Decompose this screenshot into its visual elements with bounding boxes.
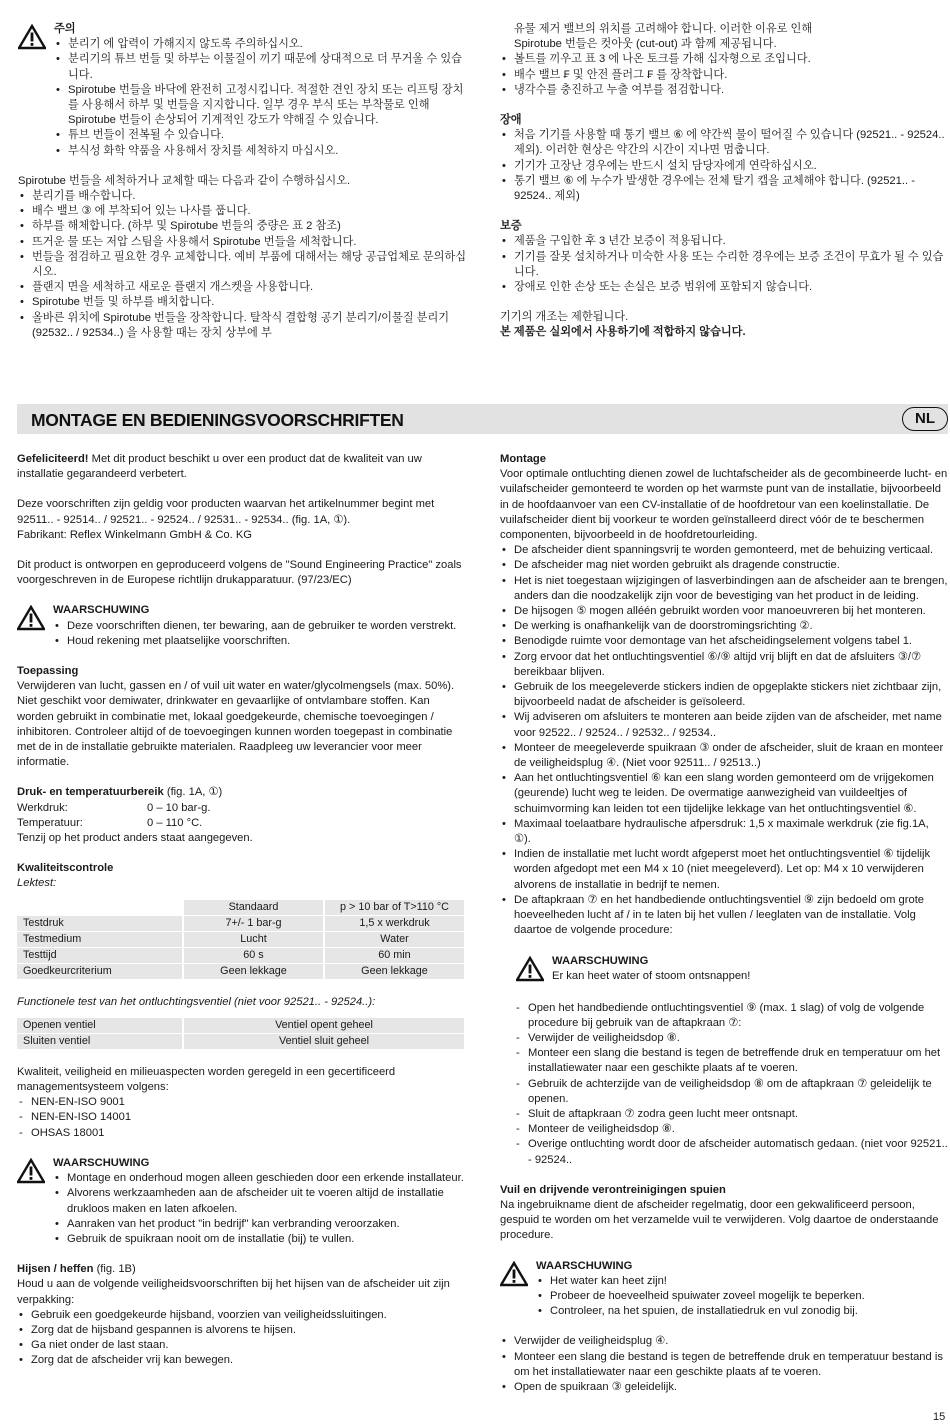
nl-sep-note: Dit product is ontworpen en geproduceerd volgens de "Sound Engineering Practice" zoals voorgeschreven in de Europese richtlijn drukapparatuur. (97/23/EC)	[17, 559, 462, 587]
nl-warning-2	[17, 1156, 465, 1247]
warning-title: WAARSCHUWING	[552, 954, 649, 967]
list-item: • Aan het ontluchtingsventiel ⑥ kan een slang worden gemonteerd om de vrijgekomen (geurende) lucht weg te leiden. De overmatige aanwezigheid van vuildeeltjes of schuimvorming kan leiden tot een tijdelijke lekkage van het ontluchtingsventiel ⑥.	[500, 771, 948, 817]
nl-congrats-bold: Gefeliciteerd!	[17, 453, 89, 465]
list-item: - OHSAS 18001	[17, 1126, 465, 1141]
list-item: • Maximaal toelaatbare hydraulische afpersdruk: 1,5 x maximale werkdruk (zie fig.1A, ①).	[500, 817, 948, 847]
warning-icon	[500, 1261, 528, 1287]
list-item: - Verwijder de veiligheidsdop ⑧.	[514, 1031, 948, 1046]
table-cell: Sluiten ventiel	[17, 1033, 183, 1049]
list-item: • Verwijder de veiligheidsplug ④.	[500, 1334, 948, 1349]
ko-steps-list	[18, 189, 470, 341]
nl-left-column	[17, 452, 465, 1369]
table-cell: 60 s	[183, 947, 324, 963]
table-cell: Ventiel sluit geheel	[183, 1033, 464, 1049]
nl-pt-value: 0 – 10 bar-g.	[147, 801, 211, 814]
list-item: • Aanraken van het product "in bedrijf" kan verbranding veroorzaken.	[53, 1217, 465, 1232]
list-item: - Monteer een slang die bestand is tegen de betreffende druk en temperatuur om het installatiewater naar een geschikte plaats af te voeren.	[514, 1046, 948, 1076]
list-item: • Zorg dat de afscheider vrij kan bewegen.	[17, 1353, 465, 1368]
table-cell: Openen ventiel	[17, 1018, 183, 1034]
nl-pt-label: Temperatuur:	[17, 816, 83, 829]
list-item: • Spirotube 번들을 바닥에 완전히 고정시킵니다. 적절한 견인 장치 또는 리프팅 장치를 사용해서 하부 및 번들을 지지합니다. 일부 경우 부식 또는 부착물로 인해 Spirotube 번들이 손상되어 기계적인 강도가 약해질 수 있습니다.	[54, 83, 470, 129]
nl-validity: Deze voorschriften zijn geldig voor producten waarvan het artikelnummer begint met 92511.. - 92514.. / 92521.. - 92524.. / 92531.. - 92534.. (fig. 1A, ①).	[17, 498, 435, 526]
list-item: • Monteer de meegeleverde spuikraan ③ onder de afscheider, sluit de kraan en monteer de veiligheidsplug ④. (Niet voor 92511.. / 92513..)	[500, 741, 948, 771]
list-item: • 번들을 점검하고 필요한 경우 교체합니다. 예비 부품에 대해서는 해당 공급업체로 문의하십시오.	[18, 250, 470, 280]
warning-title: WAARSCHUWING	[53, 1156, 150, 1169]
list-item: • Monteer een slang die bestand is tegen de betreffende druk en temperatuur bestand is om het installatiewater naar een geschikte plaats af te voeren.	[500, 1350, 948, 1380]
warning-list	[536, 1274, 948, 1320]
warning-list	[53, 619, 465, 649]
table-cell: 7+/- 1 bar-g	[183, 915, 324, 931]
list-item: - Overige ontluchting wordt door de afscheider automatisch gedaan. (niet voor 92521.. - 92524..	[514, 1137, 948, 1167]
nl-flush-list	[500, 1334, 948, 1395]
nl-congrats-rest: Met dit product beschikt u over een product dat de kwaliteit van uw installatie gegarandeerd verbetert.	[17, 453, 422, 481]
nl-manufacturer: Fabrikant: Reflex Winkelmann GmbH & Co. KG	[17, 528, 253, 541]
list-item	[500, 22, 948, 52]
list-item: • 튜브 번들이 전복될 수 있습니다.	[54, 128, 470, 143]
list-item: • Ga niet onder de last staan.	[17, 1338, 465, 1353]
list-item: • Zorg dat de hijsband gespannen is alvorens te hijsen.	[17, 1323, 465, 1338]
ko-caution-block	[18, 22, 470, 159]
leak-test-table	[17, 900, 464, 980]
list-item: • Probeer de hoeveelheid spuiwater zoveel mogelijk te beperken.	[536, 1289, 948, 1304]
warning-icon	[17, 1158, 45, 1184]
warning-title: WAARSCHUWING	[53, 604, 150, 617]
list-item: • 처음 기기를 사용할 때 통기 밸브 ⑥ 에 약간씩 물이 떨어질 수 있습니다 (92521.. - 92524.. 제외). 이러한 현상은 약간의 시간이 지나면 멈춥니다.	[500, 128, 948, 158]
language-badge: NL	[902, 407, 948, 431]
nl-lift-heading	[17, 1262, 465, 1277]
nl-pt-title: Druk- en temperatuurbereik	[17, 786, 164, 799]
list-item: • De hijsogen ⑤ mogen alléén gebruikt worden voor manoeuvreren bij het monteren.	[500, 604, 948, 619]
nl-quality-text: Kwaliteit, veiligheid en milieuaspecten worden geregeld in een gecertificeerd managementsysteem volgens:	[17, 1065, 396, 1094]
table-row	[17, 915, 464, 931]
ko-warranty-list	[500, 234, 948, 295]
table-cell: Ventiel opent geheel	[183, 1018, 464, 1034]
nl-pt-heading	[17, 785, 465, 800]
list-item: • 부식성 화학 약품을 사용해서 장치를 세척하지 마십시오.	[54, 144, 470, 159]
list-item: • 장애로 인한 손상 또는 손실은 보증 범위에 포함되지 않습니다.	[500, 280, 948, 295]
list-item: • De afscheider mag niet worden gebruikt als dragende constructie.	[500, 558, 948, 573]
table-cell: 1,5 x werkdruk	[324, 915, 464, 931]
nl-congrats	[17, 452, 465, 482]
nl-procedure-list	[514, 1001, 948, 1168]
list-item: • Indien de installatie met lucht wordt afgeperst moet het ontluchtingsventiel ⑥ tijdelijk worden afgedopt met een M4 x 10 (niet meegeleverd). Let op: M4 x 10 verwijderen alvorens de installatie in bedrijf te nemen.	[500, 847, 948, 893]
page-number: 15	[933, 1411, 946, 1423]
list-item: • Houd rekening met plaatselijke voorschriften.	[53, 634, 465, 649]
section-title: MONTAGE EN BEDIENINGSVOORSCHRIFTEN	[31, 410, 404, 430]
list-item: • 기기를 잘못 설치하거나 미숙한 사용 또는 수리한 경우에는 보증 조건이 무효가 될 수 있습니다.	[500, 250, 948, 280]
ko-fault-list	[500, 128, 948, 204]
list-item: • 분리기의 튜브 번들 및 하부는 이물질이 끼기 때문에 상대적으로 더 무거울 수 있습니다.	[54, 52, 470, 82]
nl-lift-fig: (fig. 1B)	[93, 1263, 136, 1276]
ko-continued-list	[500, 22, 948, 98]
list-item: • 분리기 에 압력이 가해지지 않도록 주의하십시오.	[54, 37, 470, 52]
nl-func-title: Functionele test van het ontluchtingsventiel (niet voor 92521.. - 92524..):	[17, 995, 376, 1008]
table-cell: Testmedium	[17, 931, 183, 947]
list-item: • 볼트를 끼우고 표 3 에 나온 토크를 가해 십자형으로 조입니다.	[500, 52, 948, 67]
list-item: - Monteer de veiligheidsdop ⑧.	[514, 1122, 948, 1137]
list-item: • Deze voorschriften dienen, ter bewaring, aan de gebruiker te worden verstrekt.	[53, 619, 465, 634]
nl-lift-text: Houd u aan de volgende veiligheidsvoorschriften bij het hijsen van de afscheider uit zijn verpakking:	[17, 1278, 450, 1306]
ko-outdoor-note: 본 제품은 실외에서 사용하기에 적합하지 않습니다.	[500, 326, 746, 339]
nl-right-column	[500, 452, 948, 1395]
list-item: • De afscheider dient spanningsvrij te worden gemonteerd, met de behuizing verticaal.	[500, 543, 948, 558]
table-cell: Geen lekkage	[324, 963, 464, 979]
table-cell	[17, 900, 183, 916]
list-item: • Gebruik de spuikraan nooit om de installatie (bij) te vullen.	[53, 1232, 465, 1247]
warning-text: Er kan heet water of stoom ontsnappen!	[552, 969, 751, 982]
list-item: • Wij adviseren om afsluiters te monteren aan beide zijden van de afscheider, met name voor 92522.. / 92524.. / 92532.. / 92534..	[500, 710, 948, 740]
table-cell: Goedkeurcriterium	[17, 963, 183, 979]
nl-standards-list	[17, 1095, 465, 1141]
nl-pt-fig: (fig. 1A, ①)	[163, 786, 223, 799]
list-item: • 하부를 해체합니다. (하부 및 Spirotube 번들의 중량은 표 2 참조)	[18, 219, 470, 234]
section-banner	[17, 404, 948, 434]
list-item: • 기기가 고장난 경우에는 반드시 설치 담당자에게 연락하십시오.	[500, 159, 948, 174]
table-cell: 60 min	[324, 947, 464, 963]
table-row	[17, 1033, 464, 1049]
table-row	[17, 963, 464, 979]
warning-icon	[17, 605, 45, 631]
ko-fault-title: 장애	[500, 114, 522, 127]
ko-cont-line: Spirotube 번들은 컷아웃 (cut-out) 과 함께 제공됩니다.	[514, 38, 777, 51]
table-cell: Geen lekkage	[183, 963, 324, 979]
table-row	[17, 931, 464, 947]
list-item: • De aftapkraan ⑦ en het handbediende ontluchtingsventiel ⑨ zijn bedoeld om grote hoeveelheden lucht af / in te laten bij het vullen / leeglaten van de installatie. Volg daartoe de volgende procedure:	[500, 893, 948, 939]
list-item: • Het is niet toegestaan wijzigingen of lasverbindingen aan de afscheider aan te brengen, anders dan die noodzakelijk zijn voor de bevestiging van het product in de leiding.	[500, 574, 948, 604]
list-item: • Gebruik een goedgekeurde hijsband, voorzien van veiligheidssluitingen.	[17, 1308, 465, 1323]
table-cell: Testtijd	[17, 947, 183, 963]
warning-icon	[18, 24, 46, 50]
nl-flush-text: Na ingebruikname dient de afscheider regelmatig, door een gekwalificeerd persoon, gespuid te worden om het verzamelde vuil te verwijderen. Volg daartoe de onderstaande procedure.	[500, 1198, 939, 1242]
table-header: Standaard	[183, 900, 324, 916]
list-item: • Montage en onderhoud mogen alleen geschieden door een erkende installateur.	[53, 1171, 465, 1186]
list-item: - NEN-EN-ISO 14001	[17, 1110, 465, 1125]
nl-mount-text: Voor optimale ontluchting dienen zowel de luchtafscheider als de gecombineerde lucht- en vuilafscheider gemonteerd te worden op het warmste punt van de installatie, bijvoorbeeld in de hoofdaanvoer van een CV-installatie of de hoofdretour van een koelinstallatie. De vuilafscheider dient bij voorkeur te worden geïnstalleerd direct vóór de te beschermen componenten, bijvoorbeeld in de hoofdretourleiding.	[500, 468, 948, 542]
list-item: • Benodigde ruimte voor demontage van het afscheidingselement volgens tabel 1.	[500, 634, 948, 649]
ko-right-column	[500, 22, 948, 341]
nl-lift-title: Hijsen / heffen	[17, 1263, 94, 1276]
nl-warning-1	[17, 603, 465, 649]
table-cell: Testdruk	[17, 915, 183, 931]
nl-pt-value: 0 – 110 °C.	[147, 816, 203, 829]
nl-qc-title: Kwaliteitscontrole	[17, 862, 114, 875]
list-item: • 제품을 구입한 후 3 년간 보증이 적용됩니다.	[500, 234, 948, 249]
table-cell: Water	[324, 931, 464, 947]
ko-warranty-title: 보증	[500, 220, 522, 233]
warning-list	[53, 1171, 465, 1247]
ko-cont-line: 유물 제거 밸브의 위치를 고려해야 합니다. 이러한 이유로 인해	[514, 23, 813, 35]
function-test-table	[17, 1018, 464, 1050]
nl-warning-3	[516, 954, 948, 986]
ko-left-column	[18, 22, 470, 341]
ko-caution-title: 주의	[54, 23, 76, 35]
list-item: • Het water kan heet zijn!	[536, 1274, 948, 1289]
nl-qc-sub: Lektest:	[17, 877, 57, 890]
list-item: • Gebruik de los meegeleverde stickers indien de opgeplakte stickers niet zichtbaar zijn, bijvoorbeeld nadat de afscheider is geïsoleerd.	[500, 680, 948, 710]
table-row	[17, 947, 464, 963]
list-item: • 통기 밸브 ⑥ 에 누수가 발생한 경우에는 전체 탈기 캡을 교체해야 합니다. (92521.. - 92524.. 제외)	[500, 174, 948, 204]
nl-application-text: Verwijderen van lucht, gassen en / of vuil uit water en water/glycolmengsels (max. 50%). Niet geschikt voor demiwater, drinkwater en gevaarlijke of ontvlambare stoffen. Kan worden gebruikt in combinatie met, lokaal goedgekeurde, chemische toevoegingen / inhibitoren. Controleer altijd of de toevoegingen kunnen worden toegepast in combinatie met de in de installatie gebruikte materialen. Raadpleeg uw leverancier voor meer informatie.	[17, 680, 455, 769]
list-item: • 배수 밸브 ₣ 및 안전 플러그 ₣ 를 장착합니다.	[500, 68, 948, 83]
list-item: - Sluit de aftapkraan ⑦ zodra geen lucht meer ontsnapt.	[514, 1107, 948, 1122]
list-item: • Alvorens werkzaamheden aan de afscheider uit te voeren altijd de installatie drukloos maken en laten afkoelen.	[53, 1186, 465, 1216]
nl-application-title: Toepassing	[17, 665, 79, 678]
nl-lift-list	[17, 1308, 465, 1369]
list-item: • De werking is onafhankelijk van de doorstromingsrichting ②.	[500, 619, 948, 634]
nl-pt-label: Werkdruk:	[17, 801, 68, 814]
nl-pt-row	[17, 801, 465, 816]
list-item: • Zorg ervoor dat het ontluchtingsventiel ⑥/⑨ altijd vrij blijft en dat de afsluiters ③/⑦ bereikbaar blijven.	[500, 650, 948, 680]
list-item: • Controleer, na het spuien, de installatiedruk en vul zonodig bij.	[536, 1304, 948, 1319]
warning-icon	[516, 956, 544, 982]
list-item: • 올바른 위치에 Spirotube 번들을 장착합니다. 탈착식 결합형 공기 분리기/이물질 분리기 (92532.. / 92534..) 을 사용할 때는 장치 상부에 부	[18, 311, 470, 341]
table-cell: Lucht	[183, 931, 324, 947]
list-item: • 냉각수를 충진하고 누출 여부를 점검합니다.	[500, 83, 948, 98]
list-item: - Gebruik de achterzijde van de veiligheidsdop ⑧ om de aftapkraan ⑦ geleidelijk te openen.	[514, 1077, 948, 1107]
nl-mount-list	[500, 543, 948, 938]
warning-title: WAARSCHUWING	[536, 1259, 633, 1272]
list-item: - NEN-EN-ISO 9001	[17, 1095, 465, 1110]
ko-caution-list	[54, 37, 470, 159]
nl-mount-title: Montage	[500, 453, 546, 465]
list-item: - Open het handbediende ontluchtingsventiel ⑨ (max. 1 slag) of volg de volgende procedure bij gebruik van de aftapkraan ⑦:	[514, 1001, 948, 1031]
nl-flush-title: Vuil en drijvende verontreinigingen spuien	[500, 1183, 726, 1196]
nl-pt-row	[17, 816, 465, 831]
table-header: p > 10 bar of T>110 °C	[324, 900, 464, 916]
table-row	[17, 900, 464, 916]
ko-intro: Spirotube 번들을 세척하거나 교체할 때는 다음과 같이 수행하십시오.	[18, 174, 351, 187]
nl-pt-note: Tenzij op het product anders staat aangegeven.	[17, 832, 253, 845]
list-item: • Open de spuikraan ③ geleidelijk.	[500, 1380, 948, 1395]
list-item: • 분리기를 배수합니다.	[18, 189, 470, 204]
list-item: • 플랜지 면을 세척하고 새로운 플랜지 개스켓을 사용합니다.	[18, 280, 470, 295]
nl-warning-4	[500, 1259, 948, 1320]
list-item: • 배수 밸브 ③ 에 부착되어 있는 나사를 풉니다.	[18, 204, 470, 219]
list-item: • 뜨거운 물 또는 저압 스팀을 사용해서 Spirotube 번들을 세척합니다.	[18, 235, 470, 250]
table-row	[17, 1018, 464, 1034]
ko-modification-note: 기기의 개조는 제한됩니다.	[500, 311, 629, 324]
list-item: • Spirotube 번들 및 하부를 배치합니다.	[18, 295, 470, 310]
